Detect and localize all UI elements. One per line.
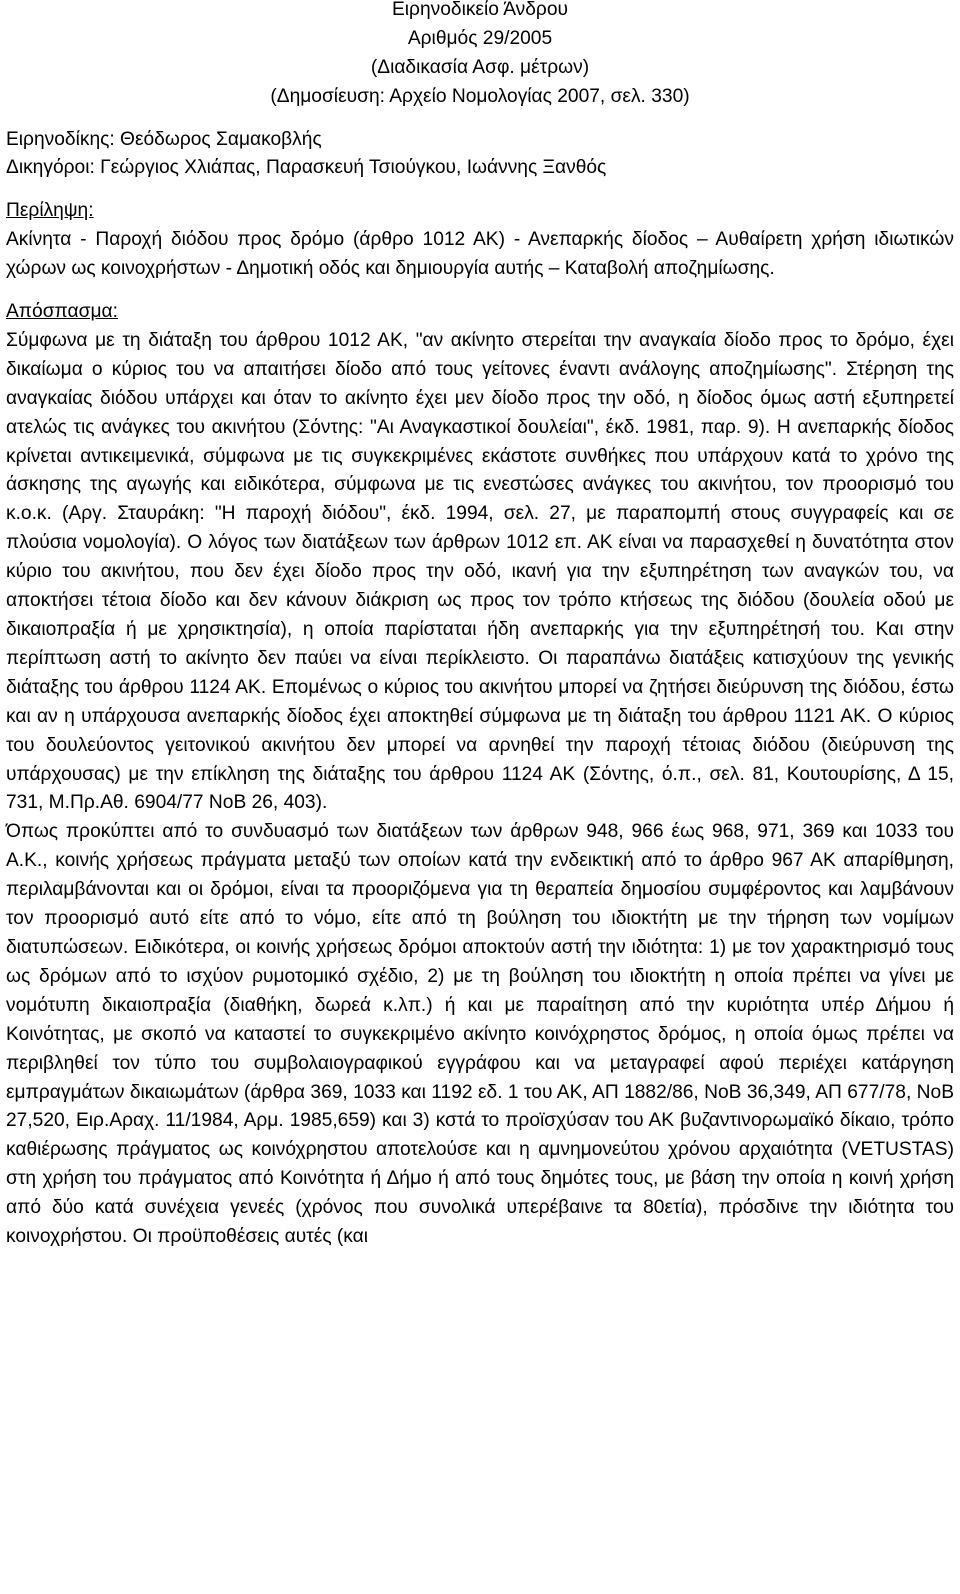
lawyers-line: Δικηγόροι: Γεώργιος Χλιάπας, Παρασκευή Τσιούγκου, Ιωάννης Ξανθός [6,157,607,179]
excerpt-section [6,298,954,1252]
excerpt-paragraph-2: Όπως προκύπτει από το συνδυασμό των διατάξεων των άρθρων 948, 966 έως 968, 971, 369 και 1033 του Α.Κ., κοινής χρήσεως πράγματα μεταξύ των οποίων κατά την ενδεικτική από το άρθρο 967 ΑΚ απαρίθμηση, περιλαμβάνονται και οι δρόμοι, είναι τα προοριζόμενα για τη θεραπεία δημοσίου συμφέροντος και λαμβάνουν τον προορισμό αυτό είτε από το νόμο, είτε από τη βούληση του ιδιοκτήτη με την τήρηση των νομίμων διατυπώσεων. Ειδικότερα, οι κοινής χρήσεως δρόμοι αποκτούν αστή την ιδιότητα: 1) με τον χαρακτηρισμό τους ως δρόμων από το ισχύον ρυμοτομικό σχέδιο, 2) με τη βούληση του ιδιοκτήτη η οποία πρέπει να γίνει με νομότυπη δικαιοπραξία (διαθήκη, δωρεά κ.λπ.) ή και με παραίτηση από την κυριότητα υπέρ Δήμου ή Κοινότητας, με σκοπό να καταστεί το συγκεκριμένο ακίνητο κοινόχρηστος δρόμος, η οποία όμως πρέπει να περιβληθεί τον τύπο του συμβολαιογραφικού εγγράφου και να μεταγραφεί αφού περιέχει κατάργηση εμπραγμάτων δικαιωμάτων (άρθρα 369, 1033 και 1192 εδ. 1 του ΑΚ, ΑΠ 1882/86, ΝοΒ 36,349, ΑΠ 677/78, ΝοΒ 27,520, Ειρ.Αραχ. 11/1984, Αρμ. 1985,659) και 3) κστά το προϊσχύσαν του ΑΚ βυζαντινορωμαϊκό δίκαιο, τρόπο καθιέρωσης πράγματος ως κοινόχρηστου αποτελούσε και η αμνημονεύτου χρόνου αρχαιότητα (VETUSTAS) στη χρήση του πράγματος από Κοινότητα ή Δήμο ή από τους δημότες τους, με βάση την οποία η κοινή χρήση από δύο κατά συνέχεια γενεές (χρόνος που συνολικά υπερέβαινε τα 80ετία), πρόσδινε την ιδιότητα του κοινοχρήστου. Οι προϋποθέσεις αυτές (και [6,821,954,1248]
summary-text: Ακίνητα - Παροχή διόδου προς δρόμο (άρθρο 1012 ΑΚ) - Ανεπαρκής δίοδος – Αυθαίρετη χρήση ιδιωτικών χώρων ως κοινοχρήστων - Δημοτική οδός και δημιουργία αυτής – Καταβολή αποζημίωσης. [6,229,954,280]
judge-line: Ειρηνοδίκης: Θεόδωρος Σαμακοβλής [6,128,322,150]
court-name: Ειρηνοδικείο Άνδρου [391,0,569,20]
case-metadata [6,126,954,184]
document-page [6,0,954,1252]
document-header [6,0,954,112]
excerpt-paragraph-1: Σύμφωνα με τη διάταξη του άρθρου 1012 ΑΚ, "αν ακίνητο στερείται την αναγκαία δίοδο προς το δρόμο, έχει δικαίωμα ο κύριος του να απαιτήσει δίοδο από τους γείτονες έναντι ανάλογης αποζημίωσης". Στέρηση της αναγκαίας διόδου υπάρχει και όταν το ακίνητο έχει μεν δίοδο προς την οδό, η δίοδος όμως αστή εξυπηρετεί ατελώς τις ανάγκες του ακινήτου (Σόντης: "Αι Αναγκαστικοί δουλείαι", έκδ. 1981, παρ. 9). Η ανεπαρκής δίοδος κρίνεται αντικειμενικά, σύμφωνα με τις συγκεκριμένες εκάστοτε συνθήκες που υπάρχουν κατά το χρόνο της άσκησης της αγωγής και ειδικότερα, σύμφωνα με τις ενεστώσες ανάγκες του ακινήτου, τον προορισμό του κ.ο.κ. (Αργ. Σταυράκη: "Η παροχή διόδου", έκδ. 1994, σελ. 27, με παραπομπή στους συγγραφείς και σε πλούσια νομολογία). Ο λόγος των διατάξεων των άρθρων 1012 επ. ΑΚ είναι να παρασχεθεί η δυνατότητα στον κύριο του ακινήτου, που δεν έχει δίοδο προς την οδό, ικανή για την εξυπηρέτηση των αναγκών του, να αποκτήσει τέτοια δίοδο και δεν κάνουν διάκριση ως προς τον τρόπο κτήσεως της διόδου (δουλεία οδού με δικαιοπραξία ή με χρησικτησία), η οποία παρίσταται ήδη ανεπαρκής για την εξυπηρέτησή του. Και στην περίπτωση αστή το ακίνητο δεν παύει να είναι περίκλειστο. Οι παραπάνω διατάξεις κατισχύουν της γενικής διάταξης του άρθρου 1124 ΑΚ. Επομένως ο κύριος του ακινήτου μπορεί να ζητήσει διεύρυνση της διόδου, έστω και αν η υπάρχουσα ανεπαρκής δίοδος έχει αποκτηθεί σύμφωνα με τη διάταξη του άρθρου 1121 ΑΚ. Ο κύριος του δουλεύοντος γειτονικού ακινήτου δεν μπορεί να αρνηθεί την παροχή τέτοιας διόδου (διεύρυνση της υπάρχουσας) με την επίκληση της διάταξης του άρθρου 1124 ΑΚ (Σόντης, ό.π., σελ. 81, Κουτουρίσης, Δ 15, 731, Μ.Πρ.Αθ. 6904/77 ΝοΒ 26, 403). [6,329,954,814]
excerpt-label: Απόσπασμα: [6,301,118,323]
publication-reference: (Δημοσίευση: Αρχείο Νομολογίας 2007, σελ. 330) [270,85,690,107]
summary-section [6,197,954,284]
procedure-type: (Διαδικασία Ασφ. μέτρων) [370,56,590,78]
decision-number: Αριθμός 29/2005 [407,27,553,49]
summary-label: Περίληψη: [6,200,94,222]
